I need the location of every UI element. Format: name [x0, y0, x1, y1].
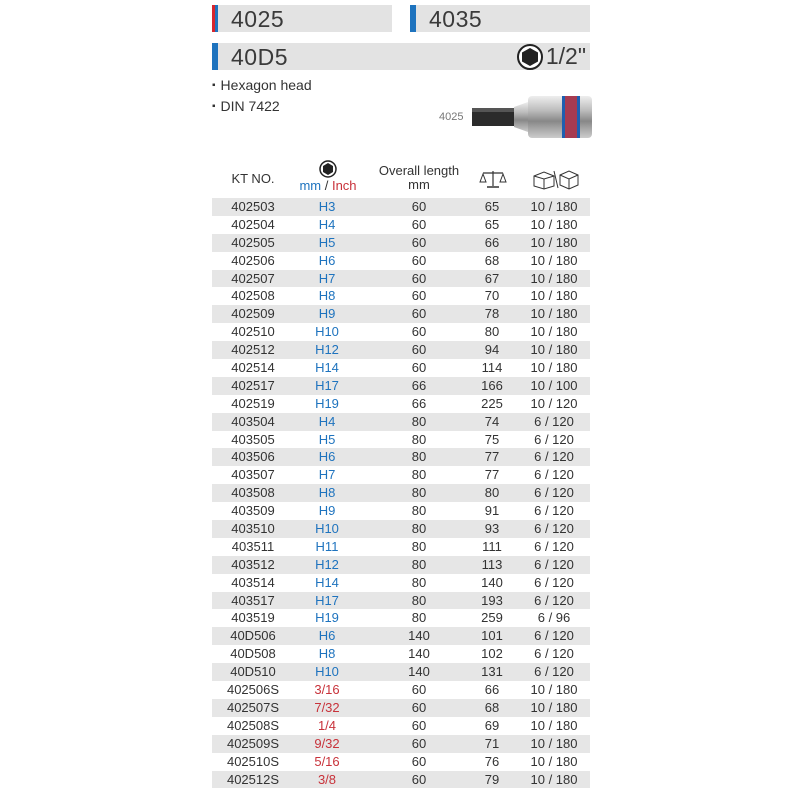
overall-length: 60	[411, 342, 427, 358]
weight: 68	[484, 252, 500, 268]
accent-bar	[410, 5, 416, 32]
size-mm-label: mm	[299, 178, 322, 193]
table-row	[212, 395, 590, 413]
weight: 70	[484, 288, 500, 304]
table-row	[212, 502, 590, 520]
overall-length: 60	[411, 270, 427, 286]
overall-length: 60	[411, 234, 427, 250]
kt-number: 402506	[231, 252, 275, 268]
hex-size: H9	[318, 306, 336, 322]
packaging: 6 / 120	[534, 431, 574, 447]
weight: 67	[484, 270, 500, 286]
packaging: 10 / 180	[530, 199, 578, 214]
drive-size	[517, 43, 586, 70]
packaging: 6 / 120	[534, 574, 574, 590]
overall-length: 60	[411, 252, 427, 268]
overall-length: 60	[411, 288, 427, 304]
hex-size: H17	[315, 377, 339, 393]
overall-length: 66	[411, 377, 427, 393]
table-row	[212, 520, 590, 538]
overall-length: 60	[411, 199, 427, 214]
overall-length: 80	[411, 413, 427, 429]
hex-size: H17	[315, 592, 339, 608]
kt-number: 40D506	[230, 628, 276, 644]
kt-number: 403517	[231, 592, 275, 608]
kt-number: 402510	[231, 324, 275, 340]
hex-size: H8	[318, 288, 336, 304]
kt-number: 402514	[231, 360, 275, 376]
table-row	[212, 771, 590, 789]
weight: 77	[484, 449, 500, 465]
weight: 114	[481, 360, 503, 376]
hex-size: H4	[318, 413, 336, 429]
weight: 225	[481, 395, 503, 411]
weight: 71	[484, 735, 500, 751]
overall-length: 140	[408, 646, 430, 662]
table-row	[212, 359, 590, 377]
drive-size-label: 1/2"	[545, 43, 586, 69]
col-size	[296, 160, 360, 193]
hex-size: H10	[315, 521, 339, 537]
packaging: 6 / 120	[534, 413, 574, 429]
table-row	[212, 627, 590, 645]
kt-number: 403508	[231, 485, 275, 501]
kt-number: 402519	[231, 395, 275, 411]
table-row	[212, 645, 590, 663]
packaging: 6 / 120	[534, 628, 574, 644]
table-row	[212, 484, 590, 502]
hex-size: 3/16	[314, 682, 340, 698]
weight: 193	[481, 592, 503, 608]
weight: 74	[484, 413, 500, 429]
kt-number: 402506S	[226, 682, 280, 698]
header-title: 4035	[429, 6, 483, 32]
feature-item: ▪ Hexagon head	[212, 76, 312, 97]
kt-number: 402510S	[226, 753, 280, 769]
weight: 66	[484, 682, 500, 698]
table-row	[212, 198, 590, 216]
hex-size: 5/16	[314, 753, 340, 769]
weight: 69	[484, 717, 500, 733]
hex-size: H10	[315, 324, 339, 340]
weight: 75	[484, 431, 500, 447]
hex-size: H7	[318, 467, 336, 483]
packaging: 6 / 120	[534, 485, 574, 501]
hex-size: 3/8	[317, 771, 337, 787]
weight-scale-icon	[478, 168, 508, 193]
kt-number: 402508	[231, 288, 275, 304]
kt-number: 402505	[231, 234, 275, 250]
overall-length: 60	[411, 753, 427, 769]
packaging: 10 / 180	[530, 771, 578, 787]
weight: 131	[481, 664, 503, 680]
weight: 101	[481, 628, 503, 644]
weight: 113	[481, 556, 503, 572]
overall-length: 80	[411, 538, 427, 554]
weight: 102	[481, 646, 503, 662]
product-table	[212, 198, 590, 788]
packaging: 6 / 120	[534, 592, 574, 608]
weight: 65	[484, 216, 500, 232]
size-separator: /	[321, 178, 332, 193]
length-unit: mm	[408, 177, 430, 192]
overall-length: 60	[411, 360, 427, 376]
table-row	[212, 466, 590, 484]
weight: 140	[481, 574, 503, 590]
kt-number: 403506	[231, 449, 275, 465]
overall-length: 60	[411, 306, 427, 322]
weight: 166	[481, 377, 503, 393]
table-row	[212, 252, 590, 270]
hex-size: H14	[315, 574, 339, 590]
table-row	[212, 448, 590, 466]
hex-size: H8	[318, 485, 336, 501]
header-title: 4025	[231, 6, 285, 32]
weight: 80	[484, 324, 500, 340]
kt-number: 402504	[231, 216, 275, 232]
overall-length: 60	[411, 735, 427, 751]
overall-length: 80	[411, 467, 427, 483]
packaging: 6 / 120	[534, 538, 574, 554]
hexagon-icon	[319, 160, 337, 178]
accent-bar	[212, 5, 218, 32]
weight: 65	[484, 199, 500, 214]
table-row	[212, 538, 590, 556]
header-title: 40D5	[231, 44, 288, 70]
hex-size: H11	[315, 538, 339, 554]
weight: 68	[484, 699, 500, 715]
table-row	[212, 681, 590, 699]
col-overall-length	[372, 164, 466, 192]
kt-number: 402507S	[226, 699, 280, 715]
overall-length: 80	[411, 449, 427, 465]
hex-size: H4	[318, 216, 336, 232]
weight: 80	[484, 485, 500, 501]
overall-length: 80	[411, 431, 427, 447]
table-row	[212, 663, 590, 681]
weight: 79	[484, 771, 500, 787]
table-row	[212, 735, 590, 753]
table-row	[212, 234, 590, 252]
packaging: 10 / 180	[530, 360, 578, 376]
overall-length: 140	[408, 628, 430, 644]
kt-number: 402503	[231, 199, 275, 214]
kt-number: 402517	[231, 377, 275, 393]
table-header	[212, 160, 590, 198]
packaging: 10 / 120	[530, 395, 578, 411]
kt-number: 403512	[231, 556, 275, 572]
weight: 78	[484, 306, 500, 322]
overall-length: 140	[408, 664, 430, 680]
kt-number: 403510	[231, 521, 275, 537]
kt-number: 402507	[231, 270, 275, 286]
packaging: 10 / 180	[530, 234, 578, 250]
packaging: 6 / 120	[534, 664, 574, 680]
kt-number: 402508S	[226, 717, 280, 733]
packaging: 6 / 120	[534, 521, 574, 537]
hex-bit-socket-image	[432, 90, 602, 140]
weight: 91	[484, 503, 500, 519]
packaging: 10 / 180	[530, 306, 578, 322]
packaging: 6 / 120	[534, 449, 574, 465]
kt-number: 403507	[231, 467, 275, 483]
kt-number: 403511	[231, 538, 275, 554]
hex-size: H19	[315, 610, 339, 626]
hex-size: H14	[315, 360, 339, 376]
weight: 259	[481, 610, 503, 626]
header-4035	[410, 5, 590, 32]
hex-size: H12	[315, 342, 339, 358]
packaging: 10 / 180	[530, 216, 578, 232]
packaging: 10 / 180	[530, 324, 578, 340]
hex-size: 1/4	[317, 717, 337, 733]
kt-number: 403519	[231, 610, 275, 626]
hex-size: H10	[315, 664, 339, 680]
table-row	[212, 377, 590, 395]
table-row	[212, 216, 590, 234]
overall-length: 60	[411, 699, 427, 715]
table-row	[212, 287, 590, 305]
kt-number: 402509S	[226, 735, 280, 751]
packaging: 10 / 180	[530, 699, 578, 715]
overall-length: 80	[411, 485, 427, 501]
hex-size: H6	[318, 252, 336, 268]
hex-size: 7/32	[314, 699, 340, 715]
overall-length: 60	[411, 324, 427, 340]
hex-size: 9/32	[314, 735, 340, 751]
weight: 93	[484, 521, 500, 537]
packaging: 10 / 180	[530, 288, 578, 304]
table-row	[212, 305, 590, 323]
kt-number: 40D508	[230, 646, 276, 662]
hex-size: H6	[318, 449, 336, 465]
table-row	[212, 413, 590, 431]
overall-length: 60	[411, 717, 427, 733]
feature-list	[212, 76, 312, 118]
packaging: 6 / 120	[534, 467, 574, 483]
table-row	[212, 609, 590, 627]
packaging: 10 / 180	[530, 342, 578, 358]
hex-size: H3	[318, 199, 336, 214]
kt-number: 403505	[231, 431, 275, 447]
overall-length: 66	[411, 395, 427, 411]
weight: 66	[484, 234, 500, 250]
table-row	[212, 753, 590, 771]
col-kt-no: KT NO.	[231, 171, 275, 186]
kt-number: 403509	[231, 503, 275, 519]
table-row	[212, 556, 590, 574]
packaging: 10 / 180	[530, 717, 578, 733]
packaging: 10 / 180	[530, 753, 578, 769]
overall-length: 60	[411, 216, 427, 232]
overall-length: 80	[411, 521, 427, 537]
overall-length: 80	[411, 556, 427, 572]
table-row	[212, 323, 590, 341]
overall-length: 80	[411, 574, 427, 590]
weight: 111	[482, 538, 502, 554]
packaging: 6 / 120	[534, 503, 574, 519]
hexagon-icon	[517, 44, 543, 70]
kt-number: 402512S	[226, 771, 280, 787]
packaging: 6 / 120	[534, 646, 574, 662]
hex-size: H8	[318, 646, 336, 662]
size-inch-label: Inch	[331, 178, 357, 193]
packaging: 6 / 96	[537, 610, 571, 626]
kt-number: 402512	[231, 342, 275, 358]
length-label: Overall length	[378, 163, 460, 178]
table-row	[212, 431, 590, 449]
overall-length: 80	[411, 503, 427, 519]
packaging: 10 / 180	[530, 270, 578, 286]
hex-size: H5	[318, 234, 336, 250]
kt-number: 403504	[231, 413, 275, 429]
kt-number: 40D510	[230, 664, 276, 680]
weight: 94	[484, 342, 500, 358]
feature-item: ▪ DIN 7422	[212, 97, 312, 118]
kt-number: 403514	[231, 574, 275, 590]
hex-size: H5	[318, 431, 336, 447]
hex-size: H12	[315, 556, 339, 572]
overall-length: 80	[411, 610, 427, 626]
overall-length: 60	[411, 682, 427, 698]
package-box-icon	[530, 168, 582, 193]
hex-size: H19	[315, 395, 339, 411]
table-row	[212, 592, 590, 610]
weight: 76	[484, 753, 500, 769]
table-row	[212, 717, 590, 735]
packaging: 10 / 180	[530, 735, 578, 751]
header-4025	[212, 5, 392, 32]
product-label: 4025	[439, 111, 464, 123]
hex-size: H9	[318, 503, 336, 519]
weight: 77	[484, 467, 500, 483]
table-row	[212, 574, 590, 592]
packaging: 6 / 120	[534, 556, 574, 572]
hex-size: H7	[318, 270, 336, 286]
table-row	[212, 699, 590, 717]
table-row	[212, 341, 590, 359]
table-row	[212, 270, 590, 288]
packaging: 10 / 100	[530, 377, 578, 393]
packaging: 10 / 180	[530, 682, 578, 698]
kt-number: 402509	[231, 306, 275, 322]
overall-length: 80	[411, 592, 427, 608]
overall-length: 60	[411, 771, 427, 787]
header-40d5	[212, 43, 590, 70]
packaging: 10 / 180	[530, 252, 578, 268]
accent-bar	[212, 43, 218, 70]
hex-size: H6	[318, 628, 336, 644]
